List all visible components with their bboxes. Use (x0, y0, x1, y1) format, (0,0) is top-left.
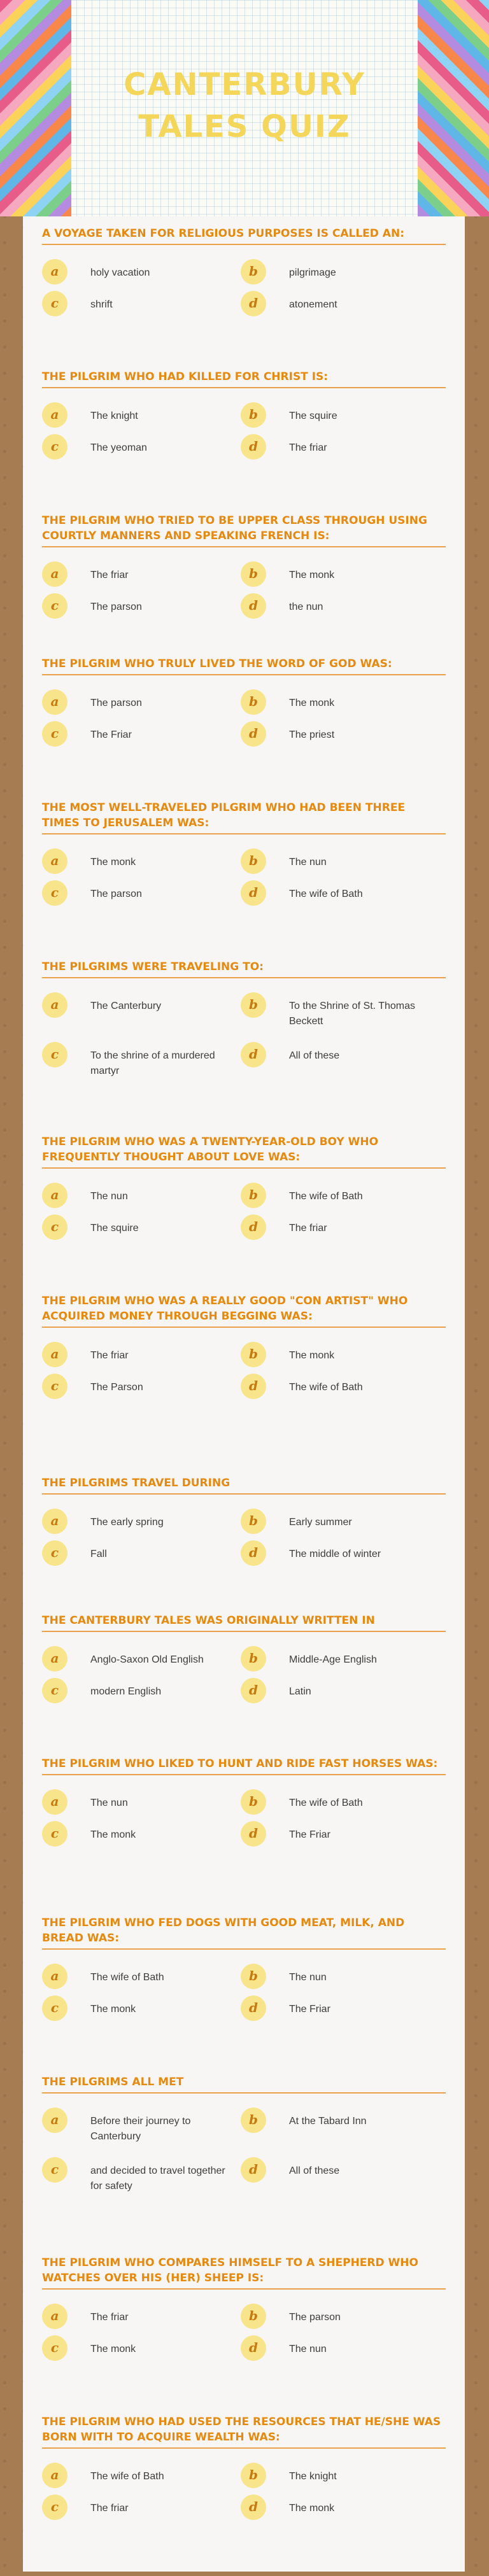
option-text: The knight (289, 2471, 337, 2482)
option-text: shrift (90, 299, 113, 310)
page-title: CANTERBURY TALES QUIZ (124, 67, 365, 144)
question-text: THE PILGRIM WHO TRULY LIVED THE WORD OF GOD WAS: (42, 656, 446, 675)
option-text: Anglo-Saxon Old English (90, 1654, 204, 1665)
option-letter-badge: b (241, 992, 266, 1018)
option-letter-badge: b (241, 259, 266, 285)
question-item (42, 1613, 446, 1698)
option-letter-badge: b (241, 1509, 266, 1534)
question-text: THE PILGRIM WHO HAD USED THE RESOURCES THAT HE/SHE WAS BORN WITH TO ACQUIRE WEALTH WAS: (42, 2414, 446, 2449)
option-letter-badge: a (42, 1964, 67, 1989)
option-text: The parson (90, 889, 142, 899)
question-text: THE CANTERBURY TALES WAS ORIGINALLY WRITTEN IN (42, 1613, 446, 1632)
option-letter-badge: d (241, 1214, 266, 1240)
option-letter-badge: b (241, 1183, 266, 1208)
question-text: THE PILGRIM WHO WAS A TWENTY-YEAR-OLD BOY WHO FREQUENTLY THOUGHT ABOUT LOVE WAS: (42, 1134, 446, 1169)
option-text: holy vacation (90, 267, 150, 278)
option-letter-badge: d (241, 434, 266, 460)
option-letter-badge: a (42, 848, 67, 874)
option-letter-badge: b (241, 1789, 266, 1815)
option-text: The nun (289, 857, 327, 868)
option-text: The friar (289, 442, 327, 453)
option-text: The parson (90, 602, 142, 612)
option-text: The friar (90, 1350, 129, 1361)
option-text: The parson (289, 2312, 341, 2323)
option-text: The monk (289, 1350, 335, 1361)
question-item (42, 1293, 446, 1393)
option-letter-badge: d (241, 1821, 266, 1847)
option-text: The monk (90, 1829, 136, 1840)
question-text: THE PILGRIM WHO WAS A REALLY GOOD "CON ARTIST" WHO ACQUIRED MONEY THROUGH BEGGING WAS: (42, 1293, 446, 1328)
question-text: THE PILGRIM WHO HAD KILLED FOR CHRIST IS: (42, 369, 446, 388)
option-text: Early summer (289, 1517, 352, 1528)
option-text: The wife of Bath (289, 889, 363, 899)
option-letter-badge: a (42, 402, 67, 428)
option-letter-badge: d (241, 721, 266, 747)
option-text: All of these (289, 1050, 340, 1061)
option-letter-badge: c (42, 1042, 67, 1067)
option-letter-badge: d (241, 1995, 266, 2021)
option-text: The Canterbury (90, 1001, 162, 1011)
option-text: pilgrimage (289, 267, 336, 278)
option-letter-badge: b (241, 848, 266, 874)
option-letter-badge: c (42, 291, 67, 316)
question-item (42, 2414, 446, 2514)
option-letter-badge: a (42, 1342, 67, 1367)
option-letter-badge: d (241, 1678, 266, 1703)
option-letter-badge: d (241, 593, 266, 619)
question-text: THE PILGRIMS WERE TRAVELING TO: (42, 959, 446, 978)
option-text: The squire (90, 1223, 139, 1234)
option-text: The monk (90, 2344, 136, 2354)
option-text: The monk (289, 2503, 335, 2514)
option-letter-badge: c (42, 880, 67, 906)
question-item (42, 1134, 446, 1234)
option-letter-badge: a (42, 561, 67, 587)
option-letter-badge: c (42, 434, 67, 460)
option-letter-badge: c (42, 2495, 67, 2520)
option-text: Fall (90, 1549, 107, 1559)
option-text: atonement (289, 299, 337, 310)
option-text: The squire (289, 411, 337, 421)
option-text: The yeoman (90, 442, 147, 453)
option-text: The Friar (90, 729, 132, 740)
option-letter-badge: a (42, 2304, 67, 2329)
option-letter-badge: c (42, 593, 67, 619)
option-text: To the Shrine of St. Thomas Beckett (289, 1001, 416, 1027)
option-text: the nun (289, 602, 323, 612)
question-text: THE PILGRIM WHO LIKED TO HUNT AND RIDE FAST HORSES WAS: (42, 1756, 446, 1775)
option-letter-badge: c (42, 1678, 67, 1703)
option-letter-badge: c (42, 2335, 67, 2361)
option-text: To the shrine of a murdered martyr (90, 1050, 215, 1076)
option-text: Middle-Age English (289, 1654, 377, 1665)
option-letter-badge: b (241, 2304, 266, 2329)
option-text: The friar (90, 2503, 129, 2514)
option-letter-badge: a (42, 259, 67, 285)
option-letter-badge: b (241, 2108, 266, 2133)
option-text: The Friar (289, 1829, 330, 1840)
question-text: THE PILGRIM WHO FED DOGS WITH GOOD MEAT, MILK, AND BREAD WAS: (42, 1915, 446, 1950)
question-text: THE PILGRIMS ALL MET (42, 2074, 446, 2094)
option-letter-badge: c (42, 1214, 67, 1240)
option-letter-badge: b (241, 1646, 266, 1672)
option-text: The parson (90, 698, 142, 708)
option-letter-badge: a (42, 1183, 67, 1208)
option-letter-badge: c (42, 1995, 67, 2021)
question-item (42, 959, 446, 1076)
option-letter-badge: c (42, 1374, 67, 1399)
option-text: The Friar (289, 2004, 330, 2015)
option-letter-badge: c (42, 2157, 67, 2183)
option-letter-badge: b (241, 689, 266, 715)
header (0, 0, 489, 216)
quiz-card (23, 216, 465, 2572)
option-text: The monk (90, 857, 136, 868)
option-letter-badge: d (241, 1540, 266, 1566)
option-text: modern English (90, 1686, 162, 1697)
option-text: The wife of Bath (289, 1382, 363, 1393)
option-letter-badge: a (42, 1509, 67, 1534)
option-text: The wife of Bath (90, 2471, 164, 2482)
question-text: THE PILGRIM WHO TRIED TO BE UPPER CLASS THROUGH USING COURTLY MANNERS AND SPEAKING FRENCH IS: (42, 513, 446, 547)
option-text: The monk (289, 698, 335, 708)
question-item (42, 800, 446, 900)
option-text: The wife of Bath (289, 1798, 363, 1808)
question-item (42, 656, 446, 741)
option-letter-badge: a (42, 689, 67, 715)
question-item (42, 1756, 446, 1841)
option-letter-badge: d (241, 291, 266, 316)
option-text: The friar (289, 1223, 327, 1234)
option-letter-badge: d (241, 2495, 266, 2520)
option-text: The early spring (90, 1517, 164, 1528)
option-text: The Parson (90, 1382, 143, 1393)
option-text: Latin (289, 1686, 311, 1697)
option-text: The monk (289, 570, 335, 581)
option-text: and decided to travel together for safety (90, 2165, 225, 2192)
question-text: THE MOST WELL-TRAVELED PILGRIM WHO HAD BEEN THREE TIMES TO JERUSALEM WAS: (42, 800, 446, 834)
option-text: Before their journey to Canterbury (90, 2116, 191, 2142)
option-letter-badge: c (42, 1540, 67, 1566)
option-text: The friar (90, 2312, 129, 2323)
question-item (42, 513, 446, 613)
option-text: The priest (289, 729, 335, 740)
question-text: THE PILGRIMS TRAVEL DURING (42, 1475, 446, 1495)
question-item (42, 2255, 446, 2355)
option-letter-badge: b (241, 402, 266, 428)
option-letter-badge: a (42, 2463, 67, 2488)
zigzag-pattern-left (0, 0, 71, 216)
option-text: The knight (90, 411, 138, 421)
option-letter-badge: d (241, 2157, 266, 2183)
option-letter-badge: b (241, 2463, 266, 2488)
option-text: The middle of winter (289, 1549, 381, 1559)
option-letter-badge: a (42, 992, 67, 1018)
option-text: The nun (289, 1972, 327, 1983)
option-letter-badge: d (241, 1042, 266, 1067)
option-letter-badge: c (42, 1821, 67, 1847)
option-text: The monk (90, 2004, 136, 2015)
option-letter-badge: d (241, 2335, 266, 2361)
option-letter-badge: a (42, 2108, 67, 2133)
option-text: The nun (90, 1798, 128, 1808)
option-text: The wife of Bath (90, 1972, 164, 1983)
option-letter-badge: c (42, 721, 67, 747)
option-letter-badge: b (241, 1342, 266, 1367)
question-item (42, 2074, 446, 2192)
question-item (42, 1915, 446, 2015)
option-letter-badge: b (241, 1964, 266, 1989)
option-text: All of these (289, 2165, 340, 2176)
question-text: A VOYAGE TAKEN FOR RELIGIOUS PURPOSES IS CALLED AN: (42, 226, 446, 245)
option-text: The wife of Bath (289, 1191, 363, 1202)
option-letter-badge: b (241, 561, 266, 587)
question-text: THE PILGRIM WHO COMPARES HIMSELF TO A SHEPHERD WHO WATCHES OVER HIS (HER) SHEEP IS: (42, 2255, 446, 2290)
option-text: At the Tabard Inn (289, 2116, 367, 2127)
option-letter-badge: d (241, 880, 266, 906)
zigzag-pattern-right (418, 0, 489, 216)
option-letter-badge: d (241, 1374, 266, 1399)
question-item (42, 369, 446, 454)
option-letter-badge: a (42, 1646, 67, 1672)
option-text: The nun (289, 2344, 327, 2354)
option-letter-badge: a (42, 1789, 67, 1815)
option-text: The nun (90, 1191, 128, 1202)
question-item (42, 226, 446, 311)
option-text: The friar (90, 570, 129, 581)
question-item (42, 1475, 446, 1560)
